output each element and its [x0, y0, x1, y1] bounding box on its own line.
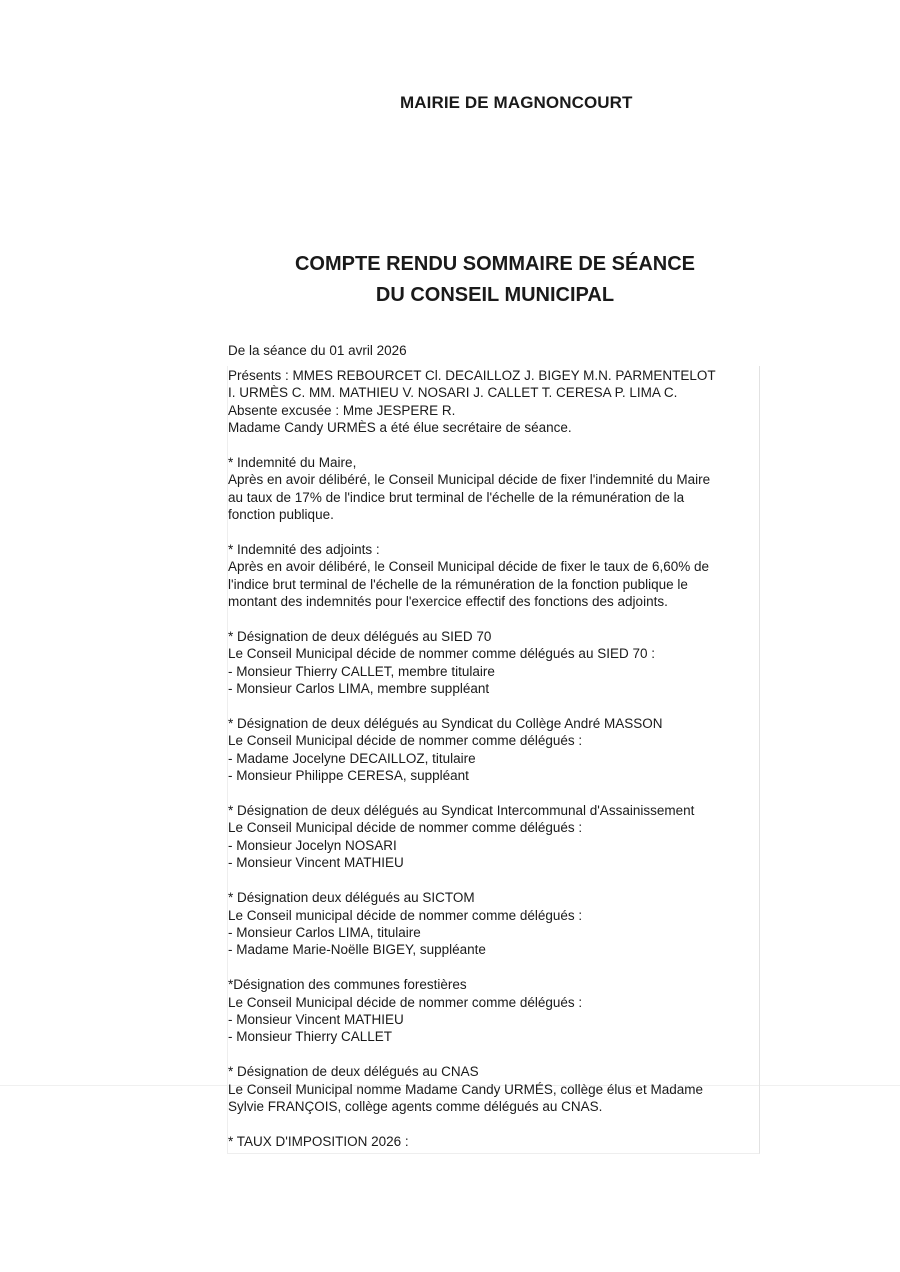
minutes-body — [228, 367, 768, 1150]
section-heading: * Désignation de deux délégués au Syndicat du Collège André MASSON — [228, 716, 663, 732]
seance-date: De la séance du 01 avril 2026 — [228, 343, 407, 358]
section-forestieres — [228, 976, 768, 1046]
section-text: montant des indemnités pour l'exercice effectif des fonctions des adjoints. — [228, 594, 668, 610]
section-text: - Monsieur Carlos LIMA, membre suppléant — [228, 681, 490, 697]
section-heading: * Désignation de deux délégués au Syndicat Intercommunal d'Assainissement — [228, 803, 695, 819]
section-heading: * Désignation de deux délégués au SIED 70 — [228, 629, 492, 645]
absente-line: Absente excusée : Mme JESPERE R. — [228, 402, 456, 418]
section-text: - Monsieur Vincent MATHIEU — [228, 1011, 404, 1027]
section-text: Le Conseil Municipal décide de nommer comme délégués : — [228, 994, 583, 1010]
section-heading: *Désignation des communes forestières — [228, 977, 467, 993]
presents-line: I. URMÈS C. MM. MATHIEU V. NOSARI J. CALLET T. CERESA P. LIMA C. — [228, 385, 678, 401]
presents-line: Présents : MMES REBOURCET Cl. DECAILLOZ J. BIGEY M.N. PARMENTELOT — [228, 368, 716, 383]
section-heading: * Indemnité des adjoints : — [228, 542, 380, 558]
section-text: - Monsieur Vincent MATHIEU — [228, 855, 404, 871]
section-text: Sylvie FRANÇOIS, collège agents comme délégués au CNAS. — [228, 1098, 603, 1114]
section-text: - Madame Marie-Noëlle BIGEY, suppléante — [228, 942, 486, 958]
section-text: au taux de 17% de l'indice brut terminal de l'échelle de la rémunération de la — [228, 489, 685, 505]
presence-block — [228, 367, 768, 437]
section-indemnite-adjoints — [228, 541, 768, 611]
section-text: - Monsieur Thierry CALLET, membre titulaire — [228, 663, 495, 679]
section-taux-imposition — [228, 1133, 768, 1150]
section-text: - Monsieur Philippe CERESA, suppléant — [228, 768, 469, 784]
section-sied70 — [228, 628, 768, 698]
section-text: fonction publique. — [228, 507, 334, 523]
section-text: Le Conseil Municipal décide de nommer comme délégués : — [228, 820, 583, 836]
section-text: Le Conseil Municipal décide de nommer comme délégués au SIED 70 : — [228, 646, 655, 662]
section-text: Le Conseil municipal décide de nommer comme délégués : — [228, 907, 583, 923]
document-title-line-2: DU CONSEIL MUNICIPAL — [375, 284, 615, 306]
section-text: Après en avoir délibéré, le Conseil Municipal décide de fixer l'indemnité du Maire — [228, 472, 711, 488]
section-text: l'indice brut terminal de l'échelle de la rémunération de la fonction publique le — [228, 576, 688, 592]
section-indemnite-maire — [228, 454, 768, 524]
section-assainissement — [228, 802, 768, 872]
section-heading: * TAUX D'IMPOSITION 2026 : — [228, 1133, 409, 1149]
section-text: - Monsieur Thierry CALLET — [228, 1029, 393, 1045]
section-text: - Madame Jocelyne DECAILLOZ, titulaire — [228, 750, 476, 766]
mairie-header: MAIRIE DE MAGNONCOURT — [400, 93, 633, 112]
section-text: Le Conseil Municipal nomme Madame Candy URMÉS, collège élus et Madame — [228, 1081, 703, 1097]
section-cnas — [228, 1063, 768, 1115]
document-title — [250, 249, 740, 311]
section-college — [228, 715, 768, 785]
section-text: Le Conseil Municipal décide de nommer comme délégués : — [228, 733, 583, 749]
section-text: - Monsieur Jocelyn NOSARI — [228, 837, 397, 853]
section-sictom — [228, 889, 768, 959]
section-heading: * Désignation de deux délégués au CNAS — [228, 1064, 479, 1080]
section-heading: * Désignation deux délégués au SICTOM — [228, 890, 475, 906]
section-text: - Monsieur Carlos LIMA, titulaire — [228, 924, 421, 940]
document-title-line-1: COMPTE RENDU SOMMAIRE DE SÉANCE — [294, 253, 696, 275]
section-heading: * Indemnité du Maire, — [228, 455, 357, 471]
secretaire-line: Madame Candy URMÈS a été élue secrétaire de séance. — [228, 420, 572, 436]
section-text: Après en avoir délibéré, le Conseil Municipal décide de fixer le taux de 6,60% de — [228, 559, 710, 575]
